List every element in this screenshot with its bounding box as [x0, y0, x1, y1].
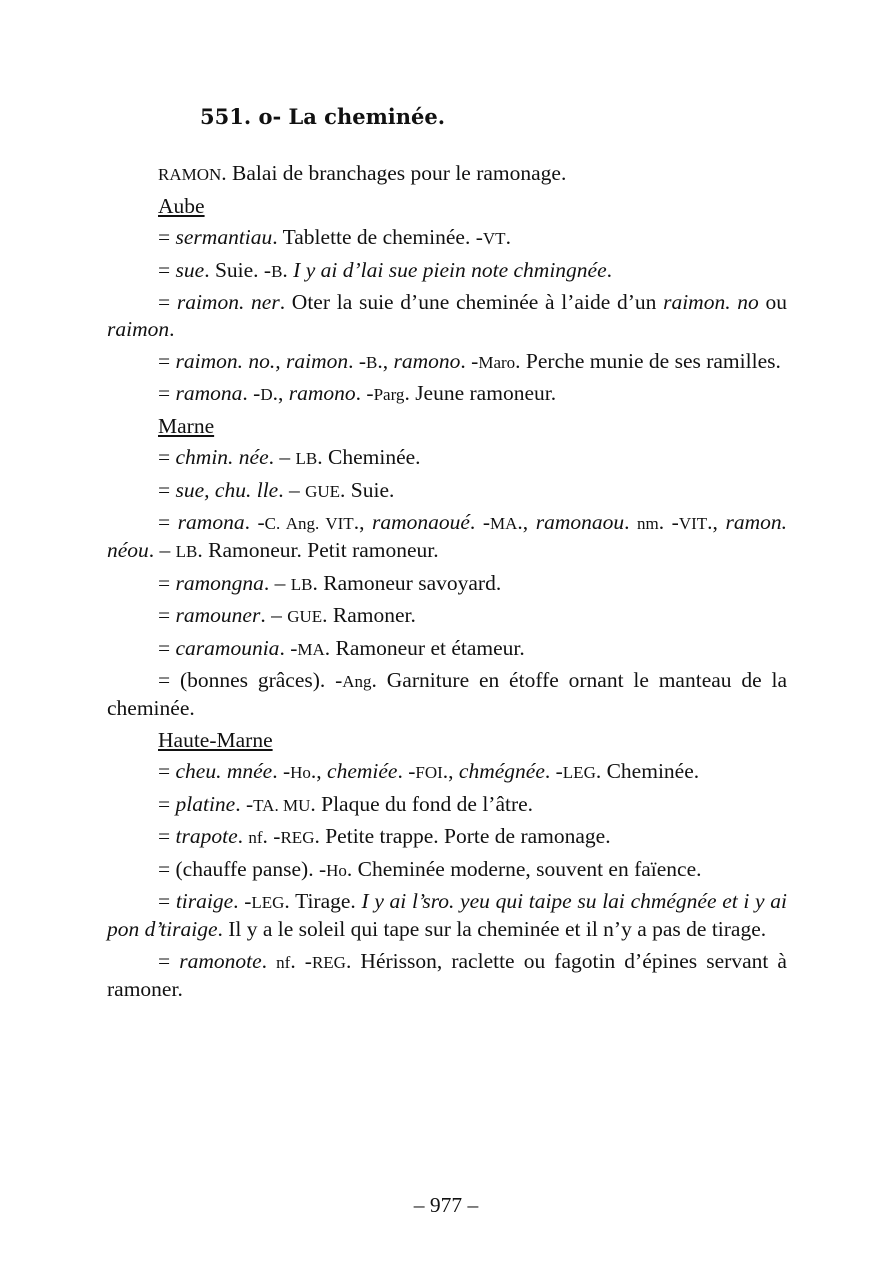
text-run: . - — [544, 759, 563, 783]
italic-term: ramon. néou — [107, 510, 787, 562]
italic-term: trapote — [175, 824, 238, 848]
text-run: . Jeune ramoneur. — [404, 381, 557, 405]
source-abbrev: VIT — [678, 514, 708, 533]
text-run: . Il y a le soleil qui tape sur la cheminée et il n’y a pas de tirage. — [217, 917, 767, 941]
source-abbrev: Ang — [342, 672, 372, 691]
text-run: ., — [442, 759, 459, 783]
text-run: . Suie. — [340, 477, 395, 502]
text-run: . — [261, 948, 277, 973]
dictionary-entry — [107, 160, 787, 188]
source-abbrev: REG — [280, 828, 315, 847]
source-abbrev: B — [271, 261, 283, 281]
dictionary-entry — [107, 667, 787, 722]
text-run: . Petite trappe. Porte de ramonage. — [314, 824, 611, 848]
source-abbrev: nf — [248, 828, 263, 847]
source-abbrev: FOI — [415, 763, 443, 782]
text-run: . Oter la suie d’une cheminée à l’aide d’un — [279, 290, 664, 314]
text-run: . - — [235, 791, 254, 816]
text-run: . - — [469, 510, 490, 534]
text-run: . Ramoneur savoyard. — [312, 570, 502, 595]
text-run: . Perche munie de ses ramilles. — [515, 348, 781, 373]
text-run: . Cheminée. — [595, 759, 700, 783]
text-run: . - — [290, 948, 312, 973]
text-run: = — [158, 889, 176, 913]
text-run: = — [158, 225, 176, 249]
italic-term: ramonote — [179, 948, 262, 973]
italic-term: sermantiau — [175, 225, 273, 249]
text-run: ou — [758, 290, 788, 314]
italic-term: sue, chu. lle — [175, 477, 279, 502]
italic-term: raimon. ner — [176, 290, 280, 314]
text-run: . — [505, 225, 511, 249]
text-run: Haute-Marne — [158, 727, 273, 752]
italic-term: cheu. mnée — [175, 759, 273, 783]
dictionary-entry — [107, 257, 787, 285]
page-number: – 977 – — [413, 1193, 479, 1217]
source-abbrev: MA — [297, 639, 325, 659]
text-run: . - — [233, 889, 252, 913]
dictionary-entry — [107, 888, 787, 943]
text-run: Aube — [158, 193, 205, 218]
entry-list — [107, 160, 787, 1007]
text-run: . - — [460, 348, 479, 373]
text-run: . – — [263, 570, 291, 595]
source-abbrev: B — [366, 352, 378, 372]
source-abbrev: C. Ang. VIT — [264, 514, 354, 533]
text-run: . — [169, 317, 175, 341]
italic-term: raimon — [107, 317, 170, 341]
text-run: . - — [272, 759, 291, 783]
text-run: = — [158, 635, 176, 660]
text-run: . - — [397, 759, 416, 783]
source-abbrev: REG — [311, 952, 346, 972]
text-run: . Cheminée moderne, souvent en faïence. — [346, 856, 702, 881]
section-heading: 551. o- La cheminée. — [200, 104, 446, 129]
text-run: . Balai de branchages pour le ramonage. — [221, 161, 567, 185]
dictionary-entry — [107, 509, 787, 565]
text-run: ., — [377, 348, 394, 373]
italic-term: caramounia — [175, 635, 280, 660]
region-heading — [107, 413, 787, 440]
text-run: = — [158, 948, 180, 973]
dictionary-entry — [107, 348, 787, 376]
text-run: . - — [658, 510, 679, 534]
source-abbrev: LEG — [251, 893, 285, 912]
text-run: . – — [260, 603, 288, 627]
source-abbrev: LEG — [562, 763, 596, 782]
text-run: . - — [242, 381, 261, 405]
italic-term: chemiée — [327, 759, 398, 783]
text-run: = — [158, 570, 176, 595]
source-abbrev: LB — [175, 542, 198, 561]
italic-term: platine — [175, 791, 236, 816]
italic-term: ramouner — [175, 603, 261, 627]
italic-term: ramongna — [175, 570, 264, 595]
text-run: . - — [279, 635, 298, 660]
text-run: = — [158, 348, 176, 373]
text-run: = — [158, 510, 178, 534]
text-run: . Ramoneur. Petit ramoneur. — [197, 538, 439, 562]
dictionary-entry — [107, 570, 787, 598]
text-run: . — [282, 257, 294, 282]
source-abbrev: D — [260, 385, 273, 404]
italic-term: raimon. no., raimon — [175, 348, 349, 373]
text-run: = — [158, 603, 176, 627]
text-run: . – — [278, 477, 306, 502]
text-run: = — [158, 445, 176, 469]
text-run: = — [158, 824, 176, 848]
text-run: . - — [348, 348, 367, 373]
text-run: ., — [310, 759, 328, 783]
source-abbrev: GUE — [287, 607, 323, 626]
text-run: Marne — [158, 413, 215, 438]
italic-term: ramona — [175, 381, 243, 405]
source-abbrev: LB — [290, 574, 313, 594]
dictionary-entry — [107, 635, 787, 663]
italic-term: ramono — [288, 381, 356, 405]
italic-term: ramono — [393, 348, 461, 373]
text-run: . Hérisson, raclette ou fagotin d’épines servant à ramoner. — [107, 948, 787, 1001]
source-abbrev: Maro — [478, 352, 516, 372]
dictionary-entry — [107, 380, 787, 408]
text-run: . Ramoneur et étameur. — [324, 635, 525, 660]
text-run: ., — [272, 381, 289, 405]
source-abbrev: nm — [637, 514, 659, 533]
region-heading — [107, 193, 787, 220]
source-abbrev: GUE — [305, 481, 341, 501]
source-abbrev: LB — [295, 449, 318, 468]
text-run: . — [624, 510, 638, 534]
italic-term: sue — [175, 257, 205, 282]
source-abbrev: VT — [482, 229, 506, 248]
source-abbrev: RAMON — [158, 165, 222, 184]
italic-term: I y ai l’sro. yeu qui taipe su lai chmégnée et i y ai pon d’tiraige — [107, 889, 787, 941]
text-run: = — [158, 290, 177, 314]
italic-term: chmégnée — [458, 759, 545, 783]
italic-term: ramonaoué — [371, 510, 470, 534]
dictionary-entry — [107, 444, 787, 472]
dictionary-entry — [107, 477, 787, 505]
text-run: . – — [148, 538, 176, 562]
source-abbrev: TA. MU — [253, 795, 311, 815]
dictionary-entry — [107, 856, 787, 884]
italic-term: raimon. no — [663, 290, 759, 314]
text-run: . — [237, 824, 249, 848]
italic-term: tiraige — [175, 889, 234, 913]
italic-term: I y ai d’lai sue piein note chmingnée — [293, 257, 607, 282]
text-run: = (chauffe panse). - — [158, 856, 327, 881]
text-run: . — [606, 257, 612, 282]
text-run: . Tirage. — [284, 889, 362, 913]
dictionary-entry — [107, 758, 787, 786]
text-run: . – — [268, 445, 296, 469]
text-run: = — [158, 257, 176, 282]
text-run: . Ramoner. — [322, 603, 416, 627]
text-run: . Garniture en étoffe ornant le manteau de la cheminée. — [107, 668, 787, 720]
text-run: . - — [262, 824, 281, 848]
dictionary-entry — [107, 224, 787, 252]
text-run: . Plaque du fond de l’âtre. — [310, 791, 534, 816]
italic-term: chmin. née — [175, 445, 269, 469]
text-run: = — [158, 791, 176, 816]
text-run: = — [158, 381, 176, 405]
italic-term: ramona — [177, 510, 245, 534]
text-run: ., — [353, 510, 372, 534]
text-run: . Tablette de cheminée. - — [272, 225, 483, 249]
text-run: . Suie. - — [204, 257, 272, 282]
region-heading — [107, 727, 787, 754]
text-run: . - — [355, 381, 374, 405]
text-run: = (bonnes grâces). - — [158, 668, 343, 692]
dictionary-entry — [107, 823, 787, 851]
source-abbrev: Ho — [326, 860, 347, 880]
source-abbrev: nf — [276, 952, 291, 972]
text-run: = — [158, 759, 176, 783]
text-run: ., — [517, 510, 536, 534]
dictionary-entry — [107, 289, 787, 343]
source-abbrev: Ho — [290, 763, 311, 782]
text-run: = — [158, 477, 176, 502]
text-run: . - — [244, 510, 265, 534]
dictionary-entry — [107, 602, 787, 630]
italic-term: ramonaou — [535, 510, 625, 534]
dictionary-entry — [107, 948, 787, 1003]
source-abbrev: Parg — [373, 385, 405, 404]
text-run: ., — [707, 510, 726, 534]
dictionary-entry — [107, 791, 787, 819]
source-abbrev: MA — [490, 514, 518, 533]
text-run: . Cheminée. — [317, 445, 421, 469]
